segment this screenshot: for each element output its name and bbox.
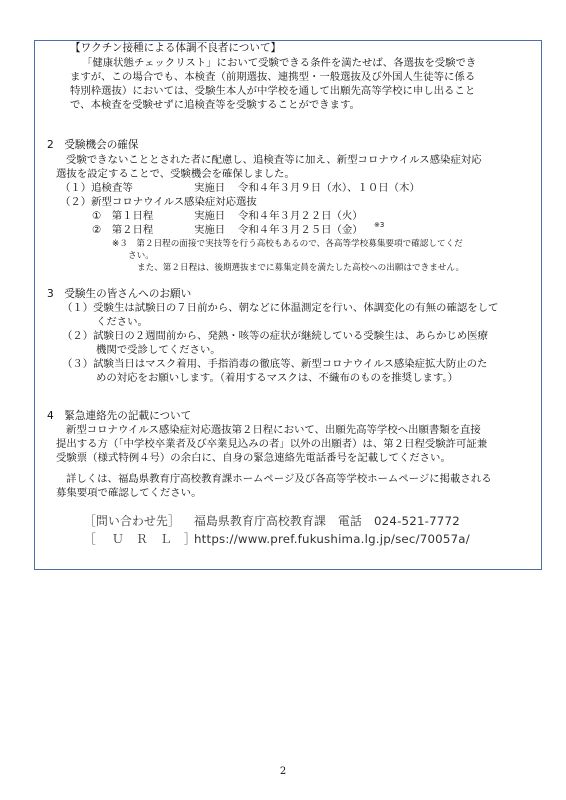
inquiry-contact: 福島県教育庁高校教育課 電話 024-521-7772: [194, 514, 460, 528]
section-2-text-line: 受験できないこととされた者に配慮し、追検査等に加え、新型コロナウイルス感染症対応: [66, 154, 482, 166]
details-text-line: 募集要項で確認してください。: [56, 487, 202, 499]
section-3-text-line: 機関で受診してください。: [96, 344, 221, 356]
page-number: 2: [279, 766, 287, 777]
section-3-text-line: （２）試験日の２週間前から、発熱・咳等の症状が継続している受験生は、あらかじめ医療: [62, 330, 489, 342]
section-3-text-line: （１）受験生は試験日の７日前から、朝などに体温測定を行い、体調変化の有無の確認をして: [62, 302, 499, 314]
make-up-exam-date-label: 実施日: [194, 182, 226, 194]
section-3-text-line: めの対応をお願いします。（着用するマスクは、不織布のものを推奨します。）: [96, 372, 458, 384]
section-3-text-line: （３）試験当日はマスク着用、手指消毒の徹底等、新型コロナウイルス感染症拡大防止のた: [62, 358, 488, 370]
day2-footnote-marker: ※3: [374, 221, 385, 229]
section-2-heading: 2 受験機会の確保: [47, 139, 139, 151]
url-label: ［ Ｕ Ｒ Ｌ ］: [84, 532, 196, 546]
section-4-text-line: 提出する方（「中学校卒業者及び卒業見込みの者」以外の出願者）は、第２日程受験許可証兼: [56, 438, 488, 450]
vaccine-text-line: 「健康状態チェックリスト」において受験できる条件を満たせば、各選抜を受験でき: [82, 57, 477, 69]
day1-date-label: 実施日: [194, 210, 226, 222]
section-4-heading: 4 緊急連絡先の記載について: [47, 410, 192, 422]
vaccine-heading: 【ワクチン接種による体調不良者について】: [70, 42, 282, 54]
make-up-exam-label: （１）追検査等: [60, 182, 133, 194]
vaccine-text-line: で、本検査を受験せずに追検査等を受験することができます。: [70, 99, 360, 111]
url-link[interactable]: https://www.pref.fukushima.lg.jp/sec/70057a/: [194, 532, 470, 546]
vaccine-text-line: ますが、この場合でも、本検査（前期選抜、連携型・一般選抜及び外国人生徒等に係る: [70, 71, 476, 83]
covid-selection-label: （２）新型コロナウイルス感染症対応選抜: [60, 196, 257, 208]
make-up-exam-date: 令和４年３月９日（水）、１０日（木）: [238, 182, 420, 194]
day1-label: ① 第１日程: [92, 210, 154, 222]
section-4-text-line: 新型コロナウイルス感染症対応選抜第２日程において、出願先高等学校へ出願書類を直接: [66, 424, 481, 436]
inquiry-label: ［問い合わせ先］: [84, 514, 180, 528]
section-2-text-line: 選抜を設定することで、受験機会を確保しました。: [56, 168, 295, 180]
footnote-line: さい。: [128, 251, 154, 261]
footnote-line: また、第２日程は、後期選抜までに募集定員を満たした高校への出願はできません。: [137, 263, 465, 273]
day2-date: 令和４年３月２５日（金）: [238, 224, 363, 236]
day2-label: ② 第２日程: [92, 224, 154, 236]
vaccine-text-line: 特別枠選抜）においては、受験生本人が中学校を通して出願先高等学校に申し出ること: [70, 85, 476, 97]
day2-date-label: 実施日: [194, 224, 226, 236]
section-4-text-line: 受験票（様式特例４号）の余白に、自身の緊急連絡先電話番号を記載してください。: [56, 452, 451, 464]
footnote-line: ※３ 第２日程の面接で実技等を行う高校もあるので、各高等学校募集要項で確認してくだ: [112, 239, 463, 249]
details-text-line: 詳しくは、福島県教育庁高校教育課ホームページ及び各高等学校ホームページに掲載される: [66, 473, 492, 485]
day1-date: 令和４年３月２２日（火）: [238, 210, 363, 222]
section-3-heading: 3 受験生の皆さんへのお願い: [47, 288, 192, 300]
section-3-text-line: ください。: [96, 316, 148, 328]
